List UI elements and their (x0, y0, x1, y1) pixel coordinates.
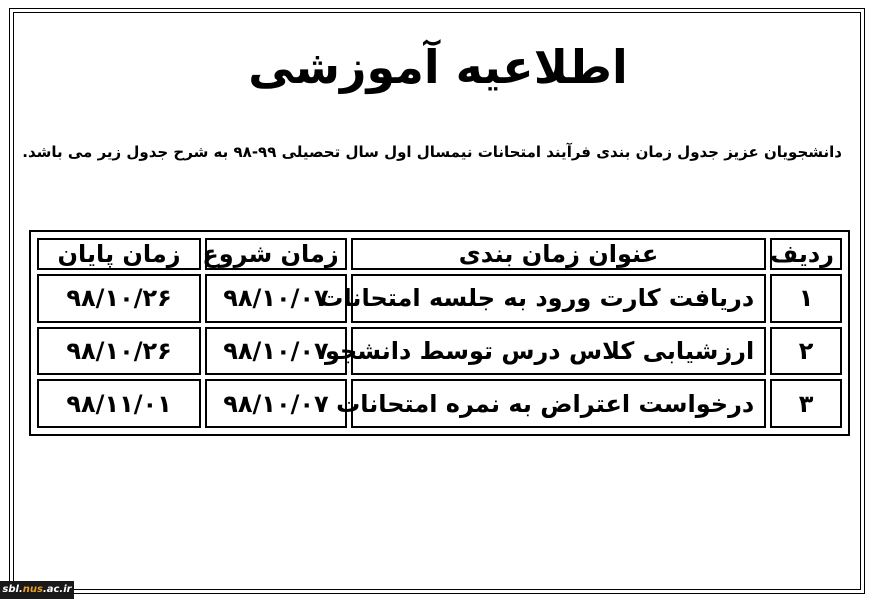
cell-start-time: ۹۸/۱۰/۰۷ (205, 379, 347, 428)
table-row (37, 274, 842, 323)
cell-schedule-title: درخواست اعتراض به نمره امتحانات (351, 379, 766, 428)
watermark-accent: nus (22, 584, 43, 595)
header-start-time: زمان شروع (205, 238, 347, 270)
cell-schedule-title: دریافت کارت ورود به جلسه امتحانات (351, 274, 766, 323)
cell-end-time: ۹۸/۱۱/۰۱ (37, 379, 201, 428)
cell-schedule-title: ارزشیابی کلاس درس توسط دانشجو (351, 327, 766, 376)
watermark-prefix: sbl. (2, 584, 23, 595)
header-row-number: ردیف (770, 238, 842, 270)
site-watermark (0, 581, 74, 599)
table-row (37, 379, 842, 428)
schedule-table-frame (29, 230, 850, 436)
announcement-title: اطلاعیه آموزشی (248, 40, 628, 94)
cell-end-time: ۹۸/۱۰/۲۶ (37, 274, 201, 323)
announcement-intro: دانشجویان عزیز جدول زمان بندی فرآیند امتحانات نیمسال اول سال تحصیلی ۹۹-۹۸ به شرح جدول زیر می باشد. (22, 143, 842, 161)
cell-row-number: ۱ (770, 274, 842, 323)
table-header-row (37, 238, 842, 270)
cell-start-time: ۹۸/۱۰/۰۷ (205, 274, 347, 323)
cell-end-time: ۹۸/۱۰/۲۶ (37, 327, 201, 376)
cell-row-number: ۲ (770, 327, 842, 376)
table-row (37, 327, 842, 376)
cell-start-time: ۹۸/۱۰/۰۷ (205, 327, 347, 376)
watermark-suffix: .ac.ir (42, 584, 72, 595)
header-schedule-title: عنوان زمان بندی (351, 238, 766, 270)
schedule-table (33, 234, 846, 432)
header-end-time: زمان پایان (37, 238, 201, 270)
cell-row-number: ۳ (770, 379, 842, 428)
